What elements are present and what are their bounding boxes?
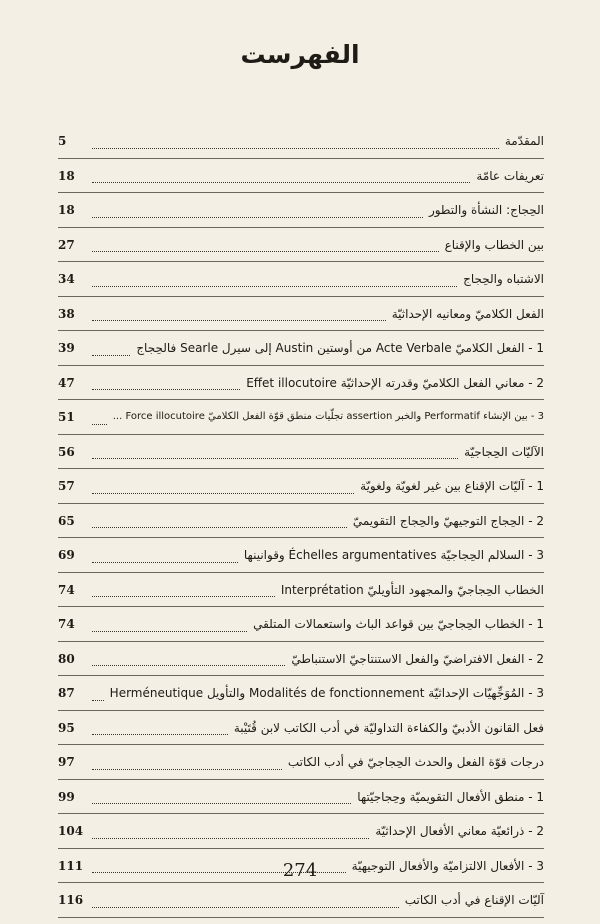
toc-entry-page: 57 bbox=[58, 479, 75, 494]
toc-entry-title: 2 - الحِجاج التوجيهيّ والحِجاج التقويميّ bbox=[352, 513, 544, 528]
dot-leader bbox=[92, 734, 228, 735]
toc-entry-title: تعريفات عامّة bbox=[476, 168, 544, 183]
dot-leader bbox=[92, 907, 399, 908]
toc-entry bbox=[58, 159, 544, 194]
toc-entry-title: الاشتباه والحِجاج bbox=[463, 272, 544, 287]
toc-entry-page: 27 bbox=[58, 237, 75, 252]
dot-leader bbox=[92, 527, 347, 528]
toc-entry-page: 47 bbox=[58, 375, 75, 390]
toc-entry-title: 1 - آليّات الإقناع بين غير لغويّة ولغويّة bbox=[360, 479, 544, 494]
toc-entry-page: 104 bbox=[58, 824, 84, 839]
toc-entry-page: 99 bbox=[58, 789, 75, 804]
toc-entry-title: 1 - منطق الأفعال التقويميّة وحِجاجيّتها bbox=[357, 789, 544, 804]
dot-leader bbox=[92, 769, 282, 770]
dot-leader bbox=[92, 217, 423, 218]
toc-entry-title: 2 - معاني الفعل الكلاميّ وقدرته الإحداثيّة Effet illocutoire bbox=[246, 375, 544, 390]
toc-entry-page: 69 bbox=[58, 548, 75, 563]
dot-leader bbox=[92, 665, 285, 666]
toc-entry-title: 2 - ذرائعيّة معاني الأفعال الإحداثيّة bbox=[375, 824, 544, 839]
toc-entry bbox=[58, 883, 544, 918]
dot-leader bbox=[92, 286, 457, 287]
toc-entry-page: 87 bbox=[58, 686, 75, 701]
toc-entry-page: 5 bbox=[58, 134, 67, 149]
toc-entry-page: 74 bbox=[58, 617, 75, 632]
toc-entry-page: 97 bbox=[58, 755, 75, 770]
dot-leader bbox=[92, 803, 351, 804]
toc-entry bbox=[58, 228, 544, 263]
toc-entry-page: 39 bbox=[58, 341, 75, 356]
toc-entry-title: فعل القانون الأدبيّ والكفاءة التداوليّة في أدب الكاتب لابن قُتَيْبة bbox=[233, 720, 544, 735]
toc-entry bbox=[58, 780, 544, 815]
dot-leader bbox=[92, 389, 240, 390]
toc-entry-title: الفعل الكلاميّ ومعانيه الإحداثيّة bbox=[391, 306, 544, 321]
toc-entry-page: 51 bbox=[58, 410, 75, 425]
toc-entry-page: 116 bbox=[58, 893, 84, 908]
toc-entry-page: 18 bbox=[58, 168, 75, 183]
toc-entry-title: 3 - الأفعال الالتزاميّة والأفعال التوجيهيّة bbox=[351, 858, 544, 873]
toc-entry-page: 65 bbox=[58, 513, 75, 528]
toc-entry-title: الآليّات الحِجاجيّة bbox=[464, 444, 544, 459]
dot-leader bbox=[92, 562, 238, 563]
toc-entry-page: 18 bbox=[58, 203, 75, 218]
toc-entry bbox=[58, 435, 544, 470]
dot-leader bbox=[92, 182, 470, 183]
toc-entry bbox=[58, 642, 544, 677]
dot-leader bbox=[92, 148, 499, 149]
dot-leader bbox=[92, 838, 369, 839]
toc-entry-title: 1 - الخطاب الحِجاجيّ بين قواعد الباث واستعمالات المتلقي bbox=[253, 617, 544, 632]
toc-entry bbox=[58, 504, 544, 539]
toc-entry-title: بين الخطاب والإقناع bbox=[444, 237, 544, 252]
table-of-contents bbox=[58, 124, 544, 918]
dot-leader bbox=[92, 251, 439, 252]
page-title: الفهرست bbox=[240, 40, 360, 69]
toc-entry bbox=[58, 297, 544, 332]
dot-leader bbox=[92, 355, 130, 356]
toc-entry-title: المقدّمة bbox=[504, 134, 544, 149]
dot-leader bbox=[92, 700, 104, 701]
toc-entry-title: آليّات الإقناع في أدب الكاتب bbox=[404, 893, 544, 908]
toc-entry bbox=[58, 262, 544, 297]
toc-entry-title: 3 - المُوَجِّهيّات الإحداثيّة Modalités de fonctionnement والتأويل Herméneutique bbox=[109, 686, 544, 701]
toc-entry bbox=[58, 711, 544, 746]
toc-entry bbox=[58, 573, 544, 608]
toc-entry bbox=[58, 538, 544, 573]
toc-entry-page: 34 bbox=[58, 272, 75, 287]
toc-entry-page: 80 bbox=[58, 651, 75, 666]
toc-entry-page: 74 bbox=[58, 582, 75, 597]
dot-leader bbox=[92, 596, 275, 597]
toc-entry bbox=[58, 366, 544, 401]
toc-entry bbox=[58, 745, 544, 780]
toc-entry bbox=[58, 607, 544, 642]
toc-entry bbox=[58, 331, 544, 366]
toc-entry-title: درجات قوّة الفعل والحدث الحِجاجيّ في أدب الكاتب bbox=[287, 755, 544, 770]
toc-entry bbox=[58, 400, 544, 435]
toc-entry-title: الحِجاج: النشأة والتطور bbox=[428, 203, 544, 218]
dot-leader bbox=[92, 424, 107, 425]
page-number: 274 bbox=[282, 860, 318, 881]
toc-entry-page: 111 bbox=[58, 858, 84, 873]
dot-leader bbox=[92, 458, 458, 459]
toc-entry-title: 2 - الفعل الافتراضيّ والفعل الاستنتاجيّ الاستنباطيّ bbox=[291, 651, 544, 666]
dot-leader bbox=[92, 493, 354, 494]
dot-leader bbox=[92, 320, 386, 321]
row-divider bbox=[58, 917, 544, 918]
toc-entry bbox=[58, 469, 544, 504]
toc-entry-page: 56 bbox=[58, 444, 75, 459]
toc-entry bbox=[58, 193, 544, 228]
dot-leader bbox=[92, 631, 247, 632]
toc-entry-title: 3 - بين الإنشاء Performatif والخبر assertion تجلّيات منطق قوّة الفعل الكلاميّ Force illocutoire ... bbox=[112, 411, 544, 423]
toc-entry-title: 1 - الفعل الكلاميّ Acte Verbale من أوستين Austin إلى سيرل Searle فالحِجاج bbox=[136, 341, 544, 356]
toc-entry-title: الخطاب الحِجاجيّ والمجهود التأويليّ Interprétation bbox=[280, 582, 544, 597]
toc-entry-page: 38 bbox=[58, 306, 75, 321]
toc-entry-page: 95 bbox=[58, 720, 75, 735]
toc-entry bbox=[58, 814, 544, 849]
toc-entry bbox=[58, 124, 544, 159]
toc-entry bbox=[58, 676, 544, 711]
toc-entry-title: 3 - السلالم الحِجاجيّة Échelles argumentatives وقوانينها bbox=[243, 548, 544, 563]
